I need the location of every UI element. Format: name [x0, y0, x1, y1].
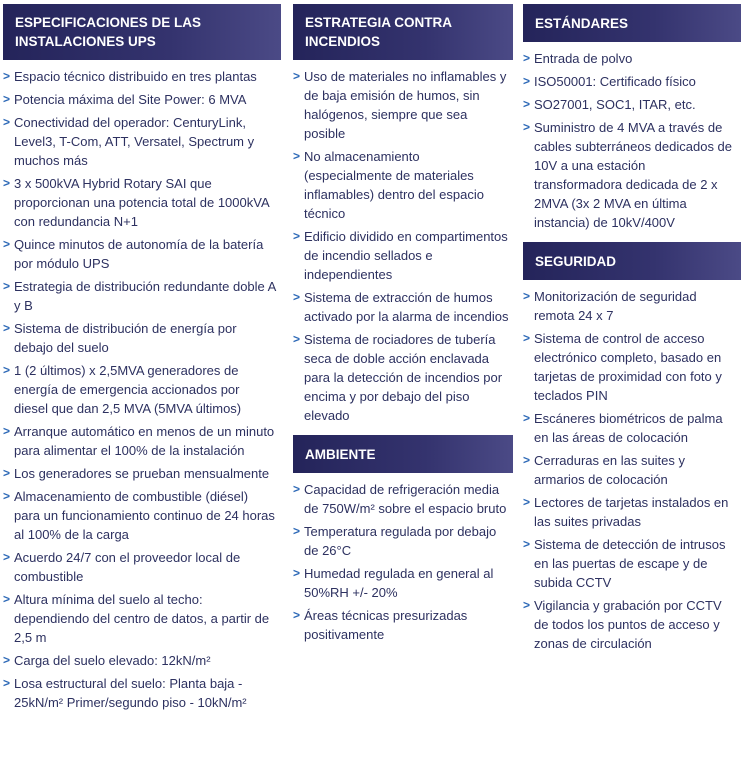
- chevron-right-icon: >: [293, 482, 301, 496]
- list-item: [3, 590, 277, 647]
- chevron-right-icon: >: [3, 176, 11, 190]
- fire-section-header: ESTRATEGIA CONTRA INCENDIOS: [293, 4, 513, 60]
- chevron-right-icon: >: [523, 97, 531, 111]
- list-item: [3, 651, 277, 670]
- chevron-right-icon: >: [523, 537, 531, 551]
- chevron-right-icon: >: [3, 466, 11, 480]
- list-item: [3, 361, 277, 418]
- chevron-right-icon: >: [523, 453, 531, 467]
- chevron-right-icon: >: [523, 411, 531, 425]
- chevron-right-icon: >: [3, 550, 11, 564]
- list-item: [523, 118, 737, 232]
- list-item: [3, 674, 277, 712]
- list-item: [523, 409, 737, 447]
- list-item: [523, 493, 737, 531]
- list-item: [293, 564, 509, 602]
- list-item-text: Sistema de rociadores de tubería seca de doble acción enclavada para la detección de incendios por encima y por debajo del piso elevado: [304, 332, 503, 423]
- list-item: [3, 113, 277, 170]
- list-item: [293, 147, 509, 223]
- list-item: [523, 72, 737, 91]
- chevron-right-icon: >: [3, 279, 11, 293]
- list-item: [3, 487, 277, 544]
- standards-security-column: [523, 4, 741, 663]
- list-item: [3, 235, 277, 273]
- list-item: [3, 174, 277, 231]
- list-item: [523, 287, 737, 325]
- chevron-right-icon: >: [293, 332, 301, 346]
- chevron-right-icon: >: [523, 289, 531, 303]
- list-item: [523, 451, 737, 489]
- list-item: [293, 67, 509, 143]
- chevron-right-icon: >: [3, 92, 11, 106]
- list-item: [293, 288, 509, 326]
- list-item-text: Conectividad del operador: CenturyLink, Level3, T-Com, ATT, Versatel, Spectrum y muchos más: [14, 115, 255, 168]
- list-item-text: Escáneres biométricos de palma en las áreas de colocación: [534, 411, 723, 445]
- list-item-text: Altura mínima del suelo al techo: dependiendo del centro de datos, a partir de 2,5 m: [14, 592, 270, 645]
- list-item-text: Lectores de tarjetas instalados en las suites privadas: [534, 495, 729, 529]
- list-item: [523, 95, 737, 114]
- list-item: [3, 548, 277, 586]
- list-item: [293, 522, 509, 560]
- chevron-right-icon: >: [293, 149, 301, 163]
- chevron-right-icon: >: [293, 566, 301, 580]
- chevron-right-icon: >: [523, 51, 531, 65]
- list-item-text: Sistema de extracción de humos activado por la alarma de incendios: [304, 290, 509, 324]
- chevron-right-icon: >: [523, 495, 531, 509]
- list-item-text: Cerraduras en las suites y armarios de colocación: [534, 453, 686, 487]
- list-item-text: Estrategia de distribución redundante doble A y B: [14, 279, 276, 313]
- ups-section-header: ESPECIFICACIONES DE LAS INSTALACIONES UPS: [3, 4, 281, 60]
- chevron-right-icon: >: [523, 598, 531, 612]
- list-item-text: Entrada de polvo: [534, 51, 633, 66]
- chevron-right-icon: >: [293, 229, 301, 243]
- list-item-text: Temperatura regulada por debajo de 26°C: [304, 524, 497, 558]
- list-item: [293, 227, 509, 284]
- list-item-text: Quince minutos de autonomía de la batería por módulo UPS: [14, 237, 264, 271]
- list-item-text: Losa estructural del suelo: Planta baja - 25kN/m² Primer/segundo piso - 10kN/m²: [14, 676, 247, 710]
- fire-list: [293, 60, 513, 425]
- list-item-text: Áreas técnicas presurizadas positivamente: [304, 608, 468, 642]
- chevron-right-icon: >: [293, 290, 301, 304]
- list-item-text: Suministro de 4 MVA a través de cables subterráneos dedicados de 10V a una estación transformadora dedicada de 2 x 2MVA (3x 2 MVA en última instancia) de 10kV/400V: [534, 120, 733, 230]
- list-item-text: 1 (2 últimos) x 2,5MVA generadores de energía de emergencia accionados por diesel que dan 2,5 MVA (5MVA últimos): [14, 363, 242, 416]
- security-section-header: SEGURIDAD: [523, 242, 741, 280]
- list-item: [523, 49, 737, 68]
- chevron-right-icon: >: [3, 115, 11, 129]
- list-item-text: Los generadores se prueban mensualmente: [14, 466, 270, 481]
- list-item-text: Espacio técnico distribuido en tres plantas: [14, 69, 257, 84]
- chevron-right-icon: >: [3, 363, 11, 377]
- chevron-right-icon: >: [3, 592, 11, 606]
- list-item-text: Sistema de distribución de energía por debajo del suelo: [14, 321, 237, 355]
- list-item: [523, 596, 737, 653]
- list-item: [3, 277, 277, 315]
- list-item: [293, 606, 509, 644]
- chevron-right-icon: >: [3, 489, 11, 503]
- list-item-text: SO27001, SOC1, ITAR, etc.: [534, 97, 696, 112]
- ups-section: [3, 4, 281, 712]
- list-item-text: Vigilancia y grabación por CCTV de todos los puntos de acceso y zonas de circulación: [534, 598, 722, 651]
- chevron-right-icon: >: [293, 524, 301, 538]
- ups-column: [3, 4, 281, 722]
- list-item: [3, 319, 277, 357]
- chevron-right-icon: >: [3, 237, 11, 251]
- list-item-text: Monitorización de seguridad remota 24 x 7: [534, 289, 697, 323]
- chevron-right-icon: >: [523, 120, 531, 134]
- ups-list: [3, 60, 281, 712]
- env-section-header: AMBIENTE: [293, 435, 513, 473]
- list-item-text: Arranque automático en menos de un minuto para alimentar el 100% de la instalación: [14, 424, 275, 458]
- chevron-right-icon: >: [3, 676, 11, 690]
- list-item-text: Uso de materiales no inflamables y de baja emisión de humos, sin halógenos, siempre que sea posible: [304, 69, 507, 141]
- list-item-text: 3 x 500kVA Hybrid Rotary SAI que proporcionan una potencia total de 1000kVA con redundancia N+1: [14, 176, 269, 229]
- list-item-text: No almacenamiento (especialmente de materiales inflamables) dentro del espacio técnico: [304, 149, 484, 221]
- security-section: [523, 242, 741, 653]
- chevron-right-icon: >: [3, 424, 11, 438]
- list-item-text: Potencia máxima del Site Power: 6 MVA: [14, 92, 247, 107]
- list-item-text: Capacidad de refrigeración media de 750W/m² sobre el espacio bruto: [304, 482, 507, 516]
- security-list: [523, 280, 741, 653]
- chevron-right-icon: >: [3, 321, 11, 335]
- list-item-text: Edificio dividido en compartimentos de incendio sellados e independientes: [304, 229, 508, 282]
- list-item: [293, 480, 509, 518]
- chevron-right-icon: >: [293, 608, 301, 622]
- chevron-right-icon: >: [3, 653, 11, 667]
- fire-section: [293, 4, 513, 425]
- list-item-text: Almacenamiento de combustible (diésel) para un funcionamiento continuo de 24 horas al 100% de la carga: [14, 489, 275, 542]
- standards-section-header: ESTÁNDARES: [523, 4, 741, 42]
- env-list: [293, 473, 513, 644]
- chevron-right-icon: >: [293, 69, 301, 83]
- list-item: [3, 464, 277, 483]
- list-item: [523, 329, 737, 405]
- fire-env-column: [293, 4, 513, 654]
- list-item: [3, 90, 277, 109]
- list-item-text: Carga del suelo elevado: 12kN/m²: [14, 653, 211, 668]
- standards-section: [523, 4, 741, 232]
- list-item-text: Humedad regulada en general al 50%RH +/- 20%: [304, 566, 494, 600]
- chevron-right-icon: >: [3, 69, 11, 83]
- list-item-text: Acuerdo 24/7 con el proveedor local de combustible: [14, 550, 241, 584]
- env-section: [293, 435, 513, 644]
- chevron-right-icon: >: [523, 331, 531, 345]
- list-item-text: Sistema de detección de intrusos en las puertas de escape y de subida CCTV: [534, 537, 726, 590]
- list-item: [523, 535, 737, 592]
- chevron-right-icon: >: [523, 74, 531, 88]
- list-item: [3, 422, 277, 460]
- list-item-text: Sistema de control de acceso electrónico completo, basado en tarjetas de proximidad con foto y teclados PIN: [534, 331, 722, 403]
- list-item: [3, 67, 277, 86]
- list-item: [293, 330, 509, 425]
- list-item-text: ISO50001: Certificado físico: [534, 74, 696, 89]
- standards-list: [523, 42, 741, 232]
